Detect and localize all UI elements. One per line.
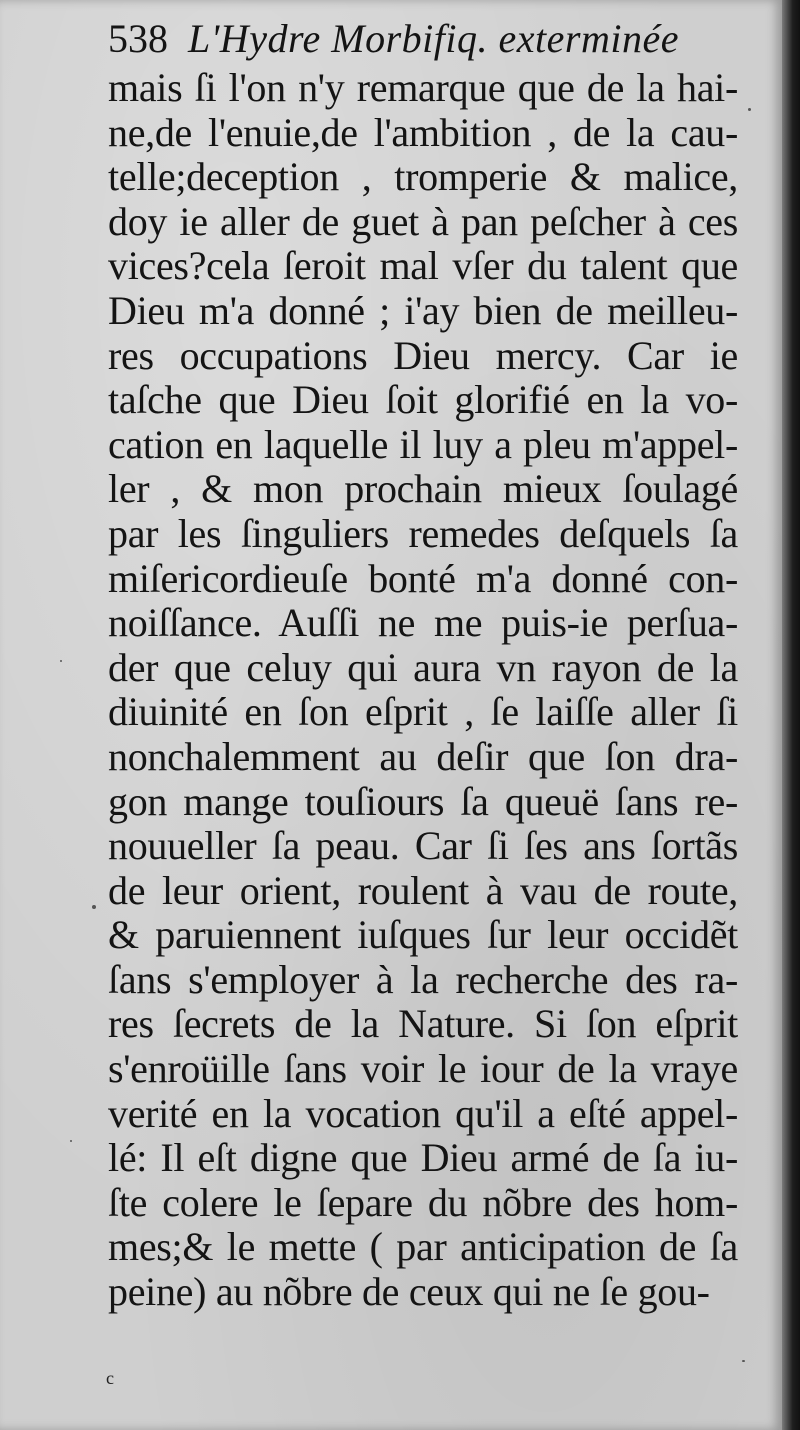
page-header bbox=[108, 10, 748, 70]
paper-speck bbox=[742, 1360, 745, 1362]
text-line: cation en laquelle il luy a pleu m'appel- bbox=[108, 421, 738, 467]
text-line: vices?cela ſeroit mal vſer du talent que bbox=[108, 243, 738, 289]
text-line: ſte colere le ſepare du nõbre des hom- bbox=[108, 1179, 738, 1225]
text-line: nonchalemment au deſir que ſon dra- bbox=[108, 733, 738, 779]
running-title: L'Hydre Morbifiq. exterminée bbox=[188, 16, 679, 61]
text-line: taſche que Dieu ſoit glorifié en la vo- bbox=[108, 377, 738, 423]
text-line: s'enroüille ſans voir le iour de la vraye bbox=[108, 1046, 738, 1092]
text-line: telle;deception , tromperie & malice, bbox=[108, 154, 738, 200]
text-line: de leur orient, roulent à vau de route, bbox=[108, 867, 738, 913]
body-text bbox=[108, 66, 738, 1315]
text-line: ne,de l'enuie,de l'ambition , de la cau- bbox=[108, 109, 738, 155]
paper-speck bbox=[748, 108, 751, 111]
text-line: noiſſance. Auſſi ne me puis-ie perſua- bbox=[108, 600, 738, 646]
text-line: verité en la vocation qu'il a eſté appel- bbox=[108, 1090, 738, 1136]
text-line: diuinité en ſon eſprit , ſe laiſſe aller ſi bbox=[108, 689, 738, 735]
text-line: par les ſinguliers remedes deſquels ſa bbox=[108, 510, 738, 556]
paper-speck bbox=[70, 1140, 72, 1142]
text-line: lé: Il eſt digne que Dieu armé de ſa iu- bbox=[108, 1135, 738, 1181]
text-line: doy ie aller de guet à pan peſcher à ces bbox=[108, 198, 738, 244]
text-line: ſans s'employer à la recherche des ra- bbox=[108, 956, 738, 1002]
text-line: peine) au nõbre de ceux qui ne ſe gou- bbox=[108, 1269, 710, 1315]
paper-speck bbox=[60, 660, 62, 662]
text-line: mais ſi l'on n'y remarque que de la hai- bbox=[108, 65, 738, 110]
page-number: 538 bbox=[108, 16, 168, 61]
text-line: res ſecrets de la Nature. Si ſon eſprit bbox=[108, 1001, 738, 1047]
paper-speck bbox=[92, 905, 96, 909]
text-line: miſericordieuſe bonté m'a donné con- bbox=[108, 555, 738, 601]
book-spine-shadow bbox=[782, 0, 800, 1430]
text-line: nouueller ſa peau. Car ſi ſes ans ſortãs bbox=[108, 823, 738, 869]
text-line: res occupations Dieu mercy. Car ie bbox=[108, 332, 738, 378]
text-line: & paruiennent iuſques ſur leur occidẽt bbox=[108, 912, 738, 958]
text-line: der que celuy qui aura vn rayon de la bbox=[108, 644, 738, 690]
text-line: ler , & mon prochain mieux ſoulagé bbox=[108, 466, 738, 512]
text-line: Dieu m'a donné ; i'ay bien de meilleu- bbox=[108, 287, 738, 333]
text-line: gon mange touſiours ſa queuë ſans re- bbox=[108, 778, 738, 824]
signature-mark: c bbox=[106, 1368, 114, 1388]
text-line: mes;& le mette ( par anticipation de ſa bbox=[108, 1224, 738, 1270]
